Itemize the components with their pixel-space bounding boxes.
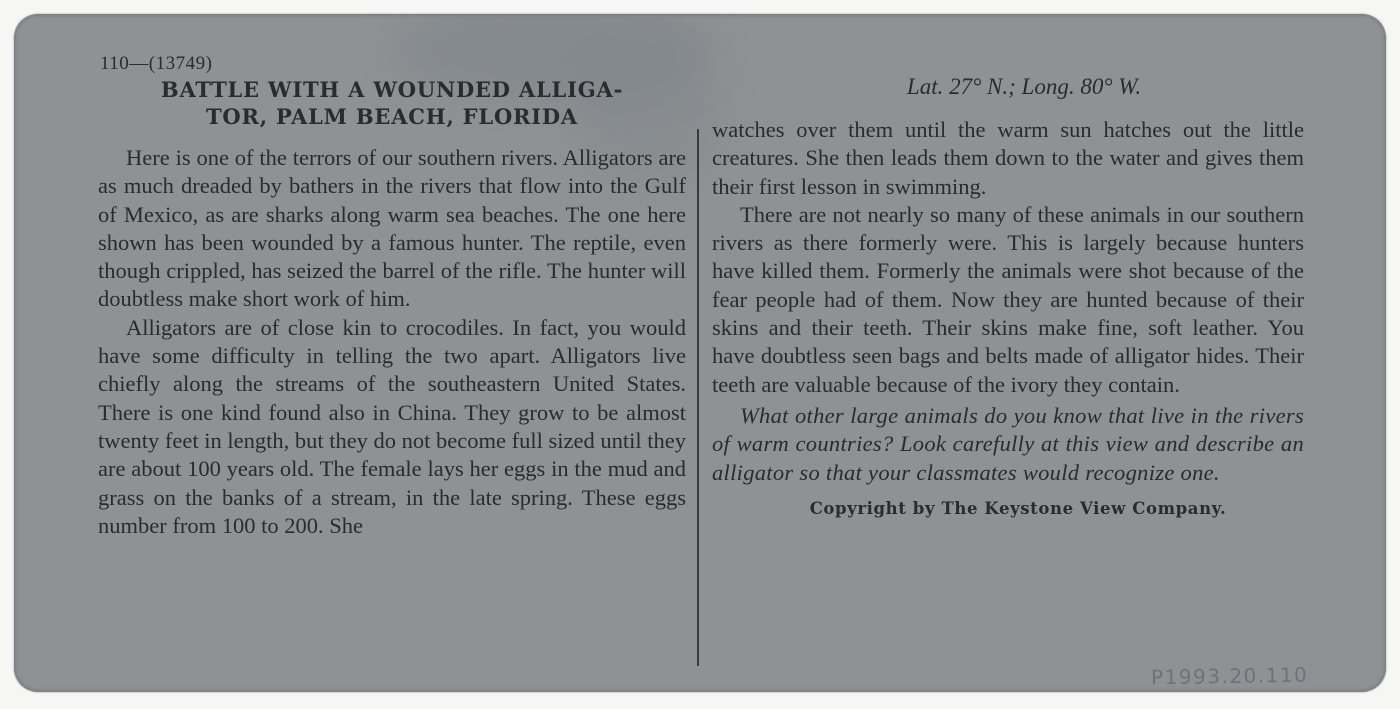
catalog-number: 110—(13749) [100,53,213,74]
title-line-1: BATTLE WITH A WOUNDED ALLIGA- [160,77,624,102]
title-line-2: TOR, PALM BEACH, FLORIDA [205,104,579,129]
body-paragraph: watches over them until the warm sun hatches out the little creatures. She then leads them down to the water and gives them their first lesson in swimming. [712,117,1304,199]
right-column [712,116,1304,518]
accession-number: P1993.20.110 [1150,662,1309,690]
stereograph-card-back [14,14,1386,692]
study-question: What other large animals do you know that live in the rivers of warm countries? Look carefully at this view and describe an alligator so that your classmates would recognize one. [712,402,1304,485]
card-title [98,76,686,130]
body-paragraph: Here is one of the terrors of our southern rivers. Alligators are as much dreaded by bathers in the rivers that flow into the Gulf of Mexico, as are sharks along warm sea beaches. The one here shown has been wounded by a famous hunter. The reptile, even though crippled, has seized the barrel of the rifle. The hunter will doubtless make short work of him. [98,145,686,312]
left-column [98,54,686,540]
copyright-notice: Copyright by The Keystone View Company. [809,498,1227,518]
body-paragraph: There are not nearly so many of these animals in our southern rivers as there formerly were. This is largely because hunters have killed them. Formerly the animals were shot because of the fear people had of them. Now they are hunted because of their skins and their teeth. Their skins make fine, soft leather. You have doubtless seen bags and belts made of alligator hides. Their teeth are valuable because of the ivory they contain. [712,201,1304,397]
column-divider [697,129,699,666]
body-paragraph: Alligators are of close kin to crocodiles. In fact, you would have some difficulty in telling the two apart. Alligators live chiefly along the streams of the southeastern United States. There is one kind found also in China. They grow to be almost twenty feet in length, but they do not become full sized until they are about 100 years old. The female lays her eggs in the mud and grass on the banks of a stream, in the late spring. These eggs number from 100 to 200. She [98,314,686,538]
coordinates: Lat. 27° N.; Long. 80° W. [906,74,1142,99]
